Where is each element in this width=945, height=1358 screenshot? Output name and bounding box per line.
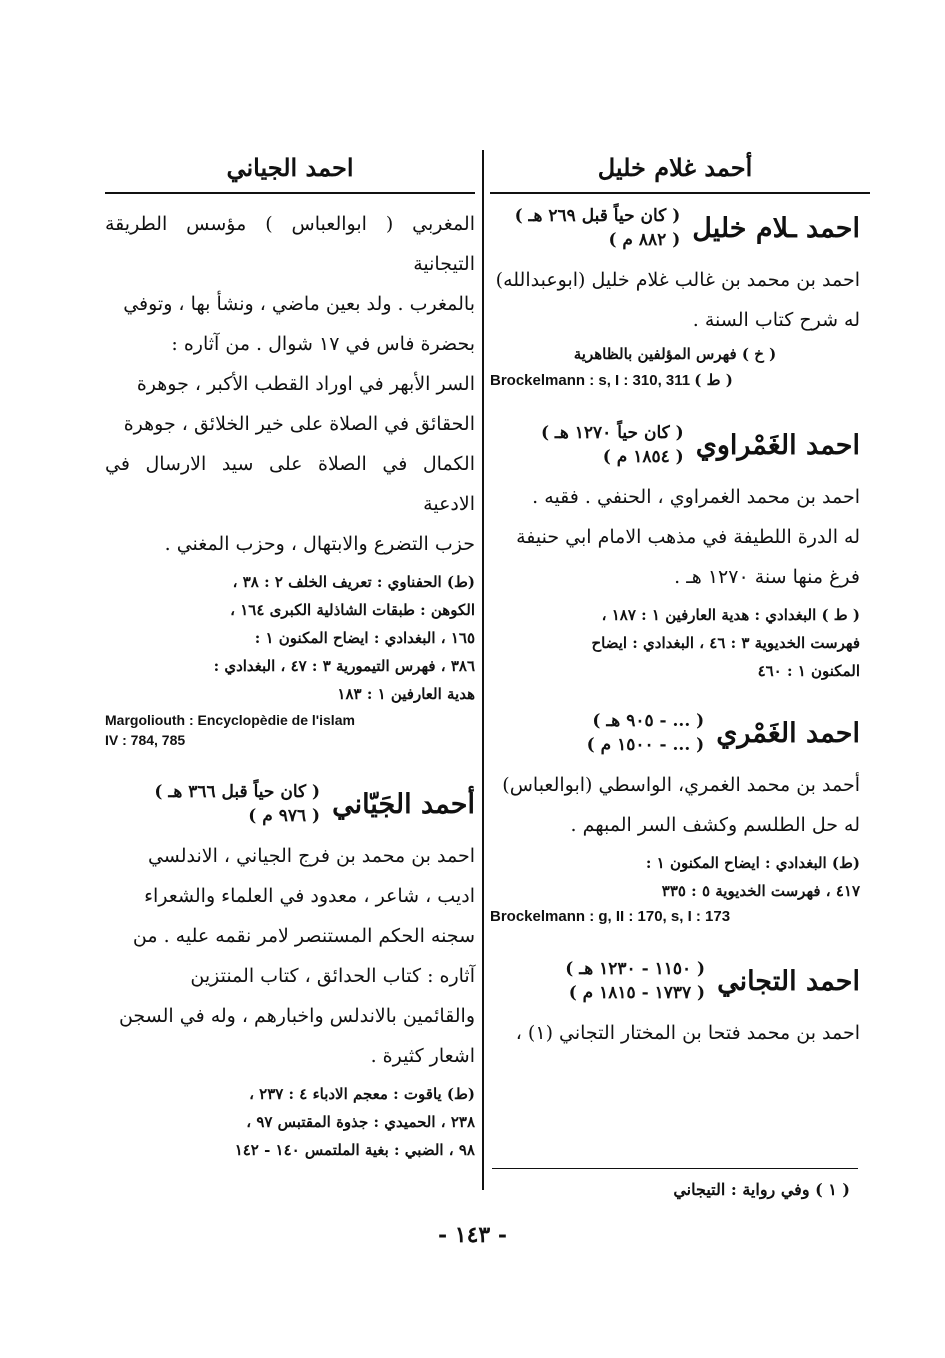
entry-name: احمد الغَمْري (716, 717, 860, 749)
reference-line: (ط) الحفناوي : تعريف الخلف ٢ : ٣٨ ، (232, 573, 475, 591)
ref-tag: ( ط ) (694, 371, 733, 389)
entry-dates (154, 780, 320, 828)
entry-body (490, 765, 860, 845)
right-head-rule (490, 192, 870, 194)
body-line: حزب التضرع والابتهال ، وحزب المغني . (164, 533, 475, 555)
body-line: بالمغرب . ولد بعين ماضي ، ونشأ بها ، وتوفي (123, 293, 475, 315)
right-running-head: أحمد غلام خليل (597, 153, 753, 182)
reference-line: ٣٨٦ ، فهرس التيمورية ٣ : ٤٧ ، البغدادي : (213, 657, 475, 675)
body-line: احمد بن محمد الغمراوي ، الحنفي . فقيه . (532, 486, 860, 508)
entry-dates (515, 204, 681, 252)
reference-line: الكوهن : طبقات الشاذلية الكبرى ١٦٤ ، (230, 601, 475, 619)
reference-line: (ط) ياقوت : معجم الادباء ٤ : ٢٣٧ ، (249, 1085, 475, 1103)
entry-head (490, 957, 860, 1005)
gregorian-date: ( ١٧٣٧ - ١٨١٥ م ) (568, 983, 706, 1003)
reference-line: ( خ ) فهرس المؤلفين بالظاهرية (573, 345, 777, 363)
entry-dates (541, 421, 684, 469)
entry-dates (565, 957, 705, 1005)
body-line: الحقائق في الصلاة على خير الخلائق ، جوهرة (123, 413, 475, 435)
entry-name: أحمد الجَيّاني (332, 788, 475, 820)
spacer (105, 756, 475, 774)
latin-line: Margoliouth : Encyclopèdie de l'islam (105, 712, 355, 728)
left-running-head: احمد الجياني (226, 153, 354, 182)
latin-reference: Brockelmann : g, II : 170, s, I : 173 (490, 908, 731, 925)
body-line: اديب ، شاعر ، معدود في العلماء والشعراء (144, 885, 475, 907)
gregorian-date: ( ٩٧٦ م ) (248, 806, 321, 826)
latin-line: IV : 784, 785 (105, 732, 186, 748)
body-line: له شرح كتاب السنة . (692, 309, 860, 331)
reference-line: ٢٣٨ ، الحميدي : جذوة المقتبس ٩٧ ، (246, 1113, 475, 1131)
body-line: له الدرة اللطيفة في مذهب الامام ابي حنيفة (516, 526, 860, 548)
entry-ghulam-khalil (490, 204, 860, 391)
left-head-rule (105, 192, 475, 194)
entry-head (490, 421, 860, 469)
body-line: المغربي ( ابوالعباس ) مؤسس الطريقة التيجانية (105, 213, 475, 275)
body-line: له حل الطلسم وكشف السر المبهم . (570, 814, 860, 836)
entry-body (490, 477, 860, 597)
right-column (490, 148, 860, 1053)
entry-references (490, 849, 860, 905)
body-line: احمد بن محمد بن فرج الجياني ، الاندلسي (147, 845, 475, 867)
reference-line: ( ط ) البغدادي : هدية العارفين ١ : ١٨٧ ، (601, 606, 860, 624)
entry-ghamri (490, 709, 860, 927)
latin-reference (490, 370, 860, 391)
page-number: - ١٤٣ - (437, 1222, 508, 1248)
entry-dates (587, 709, 705, 757)
reference-line: ١٦٥ ، البغدادي : ايضاح المكنون ١ : (254, 629, 475, 647)
entry-body (490, 1013, 860, 1053)
hijri-date: ( كان حياً قبل ٣٦٦ هـ ) (154, 782, 321, 802)
entry-name: احمد الغَمْراوي (695, 429, 860, 461)
body-line: السر الأبهر في اوراد القطب الأكبر ، جوهرة (136, 373, 475, 395)
entry-head (490, 709, 860, 757)
entry-body (490, 260, 860, 340)
entry-head (105, 780, 475, 828)
footnote-rule (492, 1168, 858, 1169)
hijri-date: ( ... - ٩٠٥ هـ ) (592, 711, 705, 731)
entry-references (490, 601, 860, 685)
body-line: والقائمين بالاندلس واخبارهم ، وله في السجن (118, 1005, 475, 1027)
entry-jayyani (105, 780, 475, 1164)
body-line: احمد بن محمد بن غالب غلام خليل (ابوعبدالله) (495, 269, 860, 291)
latin-text: Brockelmann : s, I : 310, 311 (490, 372, 691, 389)
body-line: الكمال في الصلاة على سيد الارسال في الادعية (105, 453, 475, 515)
entry-tijani (490, 957, 860, 1053)
entry-ghamrawi (490, 421, 860, 685)
entry-body (105, 836, 475, 1076)
entry-body (105, 204, 475, 564)
continued-entry-tijani (105, 204, 475, 750)
footnote: ( ١ ) وفي رواية : التيجاني (673, 1180, 850, 1199)
spacer (490, 685, 860, 703)
spacer (490, 933, 860, 951)
body-line: بحضرة فاس في ١٧ شوال . من آثاره : (171, 333, 475, 355)
body-line: سجنه الحكم المستنصر لامر نقمه عليه . من (132, 925, 475, 947)
reference-line: المكنون ١ : ٤٦٠ (757, 662, 860, 680)
hijri-date: ( كان حياً قبل ٢٦٩ هـ ) (514, 206, 681, 226)
reference-line: فهرست الخديوية ٣ : ٤٦ ، البغدادي : ايضاح (591, 634, 860, 652)
entry-name: احمد التجاني (717, 965, 860, 997)
entry-name: احمد ـلام خليل (692, 212, 860, 244)
reference-line: ٩٨ ، الضبي : بغية الملتمس ١٤٠ - ١٤٢ (234, 1141, 475, 1159)
entry-head (490, 204, 860, 252)
left-column (105, 148, 475, 1164)
reference-line: (ط) البغدادي : ايضاح المكنون ١ : (645, 854, 860, 872)
hijri-date: ( كان حياً ١٢٧٠ هـ ) (540, 423, 684, 443)
hijri-date: ( ١١٥٠ - ١٢٣٠ هـ ) (565, 959, 706, 979)
body-line: آثاره : كتاب الحدائق ، كتاب المنتزين (190, 965, 475, 987)
body-line: أحمد بن محمد الغمري، الواسطي (ابوالعباس) (502, 774, 860, 796)
gregorian-date: ( ١٨٥٤ م ) (602, 447, 684, 467)
reference-line: هدية العارفين ١ : ١٨٣ (337, 685, 475, 703)
entry-references (105, 568, 475, 708)
body-line: احمد بن محمد فتحا بن المختار التجاني (١) ، (515, 1022, 860, 1044)
column-divider (482, 150, 484, 1190)
gregorian-date: ( ... - ١٥٠٠ م ) (586, 735, 705, 755)
gregorian-date: ( ٨٨٢ م ) (608, 230, 681, 250)
latin-reference (105, 710, 475, 750)
spacer (490, 397, 860, 415)
entry-references (105, 1080, 475, 1164)
reference-line: ٤١٧ ، فهرست الخديوية ٥ : ٣٣٥ (661, 882, 860, 900)
body-line: اشعار كثيرة . (370, 1045, 475, 1067)
body-line: فرغ منها سنة ١٢٧٠ هـ . (674, 566, 860, 588)
